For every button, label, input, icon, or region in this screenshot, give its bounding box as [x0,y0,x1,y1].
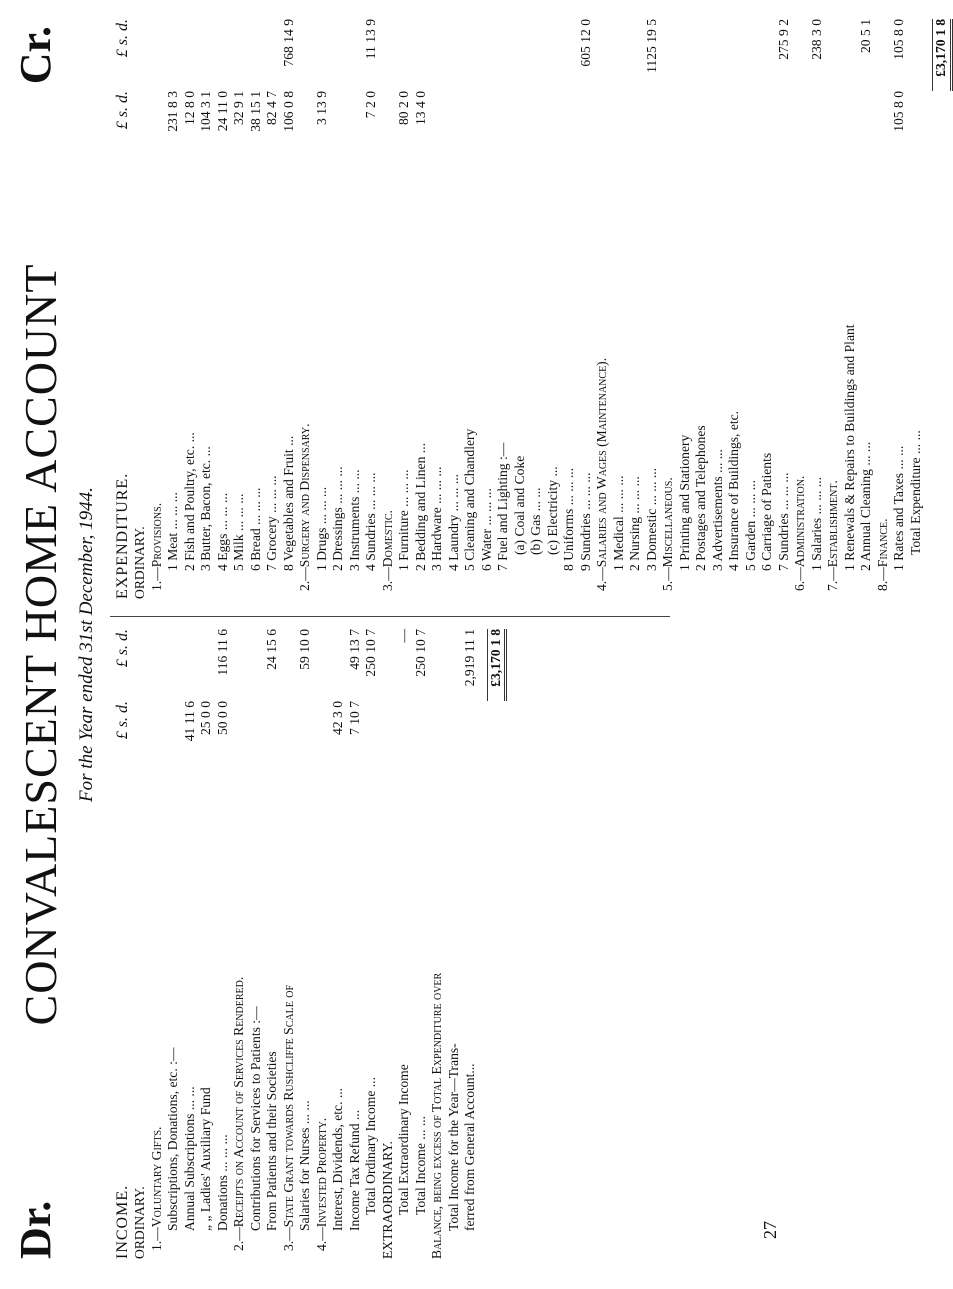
expenditure-row-label: 4 Laundry ... ... ... [445,473,461,571]
income-row-label: 3.—State Grant towards Rushcliffe Scale of [280,984,296,1251]
expenditure-row-label: 1 Printing and Stationery [676,434,692,571]
expenditure-row-amount: 12 8 0 [181,91,197,125]
expenditure-row-label: 1 Renewals & Repairs to Buildings and Plant [841,324,857,571]
expenditure-row [561,19,578,599]
expenditure-row-label: 8 Uniforms ... ... ... [561,467,576,571]
expenditure-row-label: 2 Dressings ... ... ... [330,466,345,571]
expenditure-row-label: 1 Meat ... ... ... [165,492,180,571]
expenditure-row [149,19,166,599]
expenditure-row-label: 6 Bread ... ... ... [247,487,263,571]
income-money-head-1: £ s. d. [114,701,131,740]
expenditure-row [182,19,199,599]
expenditure-row-label: 2 Annual Cleaning ... ... [858,441,873,571]
income-row-amount: 7 10 7 [346,701,362,735]
expenditure-row [726,19,743,599]
income-row-label: Donations ... ... ... [214,1134,230,1231]
income-row-label: „ „ Ladies' Auxiliary Fund [198,1087,213,1231]
expenditure-row [528,19,545,599]
income-row [462,629,479,1259]
income-grand-total: £3,170 1 8 [487,629,508,701]
income-row-label: Total Ordinary Income ... [363,1077,378,1215]
expenditure-row-label: 9 Sundries ... ... ... [577,472,593,571]
expenditure-row-label: Total Expenditure ... ... [907,430,923,555]
expenditure-row [891,19,908,599]
expenditure-row-amount: 105 8 0 [891,91,906,132]
income-row [380,629,397,1259]
expenditure-row-label: 7.—Establishment. [825,480,840,591]
expenditure-row [792,19,809,599]
expenditure-row-label: 5.—Miscellaneous. [660,477,675,591]
expenditure-row [297,19,314,599]
expenditure-money-head-2: £ s. d. [114,19,131,58]
income-row-label: Total Income ... ... [412,1115,428,1215]
page-number: 27 [760,1221,780,1239]
expenditure-row-amount: 24 11 0 [214,91,230,132]
income-row-amount: 41 11 6 [181,701,197,742]
expenditure-row-label: 6.—Administration. [792,475,807,591]
expenditure-row-label: 2 Postages and Telephones [693,425,708,571]
expenditure-row-label: 7 Sundries ... ... ... [775,472,791,571]
expenditure-row [198,19,215,599]
income-row-label: Salaries for Nurses ... ... [297,1100,312,1231]
column-divider [110,616,670,617]
expenditure-row [858,19,875,599]
expenditure-row [743,19,760,599]
income-column [110,629,507,1259]
expenditure-row [776,19,793,599]
expenditure-row-label: 2.—Surgery and Dispensary. [297,423,312,591]
income-row-label: EXTRAORDINARY. [379,1141,395,1259]
expenditure-row-label: 3 Hardware ... ... ... [429,466,444,571]
income-row-label: 4.—Invested Property. [313,1117,329,1251]
income-row [297,629,314,1259]
income-row [314,629,331,1259]
expenditure-row-label: 7 Grocery ... ... ... [264,475,279,571]
expenditure-row [281,19,298,599]
expenditure-row-label: 5 Milk ... ... ... [231,493,246,571]
income-heading: INCOME. [114,1184,131,1259]
expenditure-row [825,19,842,599]
expenditure-row [578,19,595,599]
income-row [264,629,281,1259]
expenditure-row [495,19,512,599]
expenditure-row [611,19,628,599]
income-row [198,629,215,1259]
income-row [396,629,413,1259]
income-row-label: Subscriptions, Donations, etc. :— [165,1047,180,1231]
expenditure-row [627,19,644,599]
income-rows [132,629,479,1259]
expenditure-money-head-1: £ s. d. [114,91,131,130]
expenditure-row [594,19,611,599]
expenditure-row [660,19,677,599]
income-row-subtotal: 250 10 7 [412,629,428,677]
expenditure-row [347,19,364,599]
expenditure-row-label: 4.—Salaries and Wages (Maintenance). [594,357,609,591]
expenditure-row-amount: 80 2 0 [396,91,411,125]
account-title: CONVALESCENT HOME ACCOUNT [15,263,66,1026]
expenditure-row-label: (a) Coal and Coke [511,455,527,555]
expenditure-row [429,19,446,599]
expenditure-row-label: 4 Insurance of Buildings, etc. [726,410,741,571]
expenditure-row-amount: 32 9 1 [231,91,246,125]
expenditure-row-label: 5 Cleaning and Chandlery [462,428,477,571]
expenditure-row-label: 4 Sundries ... ... ... [363,472,378,571]
expenditure-grand-total: £3,170 1 8 [932,19,953,91]
expenditure-row [479,19,496,599]
expenditure-row-label: 3.—Domestic. [379,510,395,591]
expenditure-row-subtotal: 1125 19 5 [643,19,659,73]
expenditure-row-label: 2 Nursing ... ... ... [627,476,642,571]
income-row-label: Contributions for Services to Patients :— [247,1006,263,1231]
income-row [165,629,182,1259]
expenditure-row-label: (c) Electricity ... [544,466,560,555]
income-money-head-2: £ s. d. [114,629,131,668]
income-row [182,629,199,1259]
expenditure-row [759,19,776,599]
income-row-label: Interest, Dividends, etc. ... [330,1087,345,1231]
expenditure-row-amount: 3 13 9 [313,91,329,125]
expenditure-row [462,19,479,599]
income-row-label: Annual Subscriptions ... ... [181,1086,197,1231]
expenditure-row-label: 1 Rates and Taxes ... ... [891,445,906,571]
expenditure-header [110,19,132,599]
expenditure-row-amount: 7 2 0 [363,91,378,119]
expenditure-row-amount: 104 3 1 [198,91,213,132]
income-row-amount: 50 0 0 [214,701,230,735]
expenditure-row-label: 3 Domestic ... ... ... [643,467,659,571]
income-row-label: From Patients and their Societies [264,1051,279,1231]
expenditure-row [809,19,826,599]
income-header [110,629,132,1259]
expenditure-row [215,19,232,599]
expenditure-row-label: ORDINARY. [132,526,147,599]
income-row-label: ferred from General Account... [462,1063,477,1231]
expenditure-row-label: 7 Fuel and Lighting :— [495,442,510,571]
income-row [446,629,463,1259]
expenditure-row [396,19,413,599]
expenditure-row-label: 1 Salaries ... ... ... [808,476,824,571]
expenditure-row [314,19,331,599]
expenditure-column [110,19,953,599]
expenditure-row-label: 4 Eggs ... ... ... [214,492,230,571]
income-row-label: Balance, being excess of Total Expenditure over [429,972,444,1259]
income-row-label: 2.—Receipts on Account of Services Rendered. [231,976,246,1251]
income-row [231,629,248,1259]
expenditure-row [842,19,859,599]
expenditure-row [231,19,248,599]
expenditure-rows [132,19,924,599]
debit-marker: Dr. [11,1200,60,1259]
expenditure-row-subtotal: 605 12 0 [577,19,593,67]
expenditure-row [165,19,182,599]
income-row-subtotal: 24 15 6 [264,629,279,670]
income-row [363,629,380,1259]
income-row-subtotal: 59 10 0 [297,629,312,670]
expenditure-row-label: 1 Drugs ... ... ... [313,486,329,571]
income-total-row [487,629,508,1259]
income-row-label: Total Extraordinary Income [396,1064,411,1215]
expenditure-row-amount: 106 0 8 [280,91,296,132]
expenditure-row [363,19,380,599]
income-row [149,629,166,1259]
expenditure-row-label: 1 Medical ... ... ... [610,475,626,571]
expenditure-row-label: 6 Water ... ... ... [478,488,494,571]
expenditure-row [875,19,892,599]
expenditure-row [710,19,727,599]
credit-marker: Cr. [11,26,60,85]
expenditure-row [264,19,281,599]
income-row-amount: 25 0 0 [198,701,213,735]
expenditure-row-subtotal: 11 13 9 [363,19,378,60]
expenditure-row-label: 1.—Provisions. [148,502,164,591]
income-row-subtotal: 49 13 7 [346,629,362,670]
expenditure-row [446,19,463,599]
expenditure-row [132,19,149,599]
expenditure-row [693,19,710,599]
income-row-label: 1.—Voluntary Gifts. [148,1126,164,1251]
expenditure-row-label: 1 Furniture ... ... ... [396,469,411,571]
income-row [215,629,232,1259]
expenditure-row [330,19,347,599]
income-row [330,629,347,1259]
expenditure-row-label: 2 Fish and Poultry, etc. ... [181,432,197,571]
expenditure-total-row [932,19,953,599]
expenditure-row [413,19,430,599]
income-row-label: ORDINARY. [132,1186,147,1259]
income-row-subtotal: 250 10 7 [363,629,378,677]
expenditure-row-label: 3 Butter, Bacon, etc. ... [198,446,213,571]
expenditure-row-amount: 231 8 3 [165,91,180,132]
income-row [429,629,446,1259]
expenditure-row [644,19,661,599]
expenditure-row-amount: 82 4 7 [264,91,279,125]
expenditure-row-label: 3 Instruments ... ... [346,469,362,571]
account-subtitle: For the Year ended 31st December, 1944. [76,487,97,802]
expenditure-row-subtotal: 768 14 9 [280,19,296,67]
expenditure-row [512,19,529,599]
income-row-amount: 42 3 0 [330,701,345,735]
expenditure-row [545,19,562,599]
expenditure-row [380,19,397,599]
income-row [281,629,298,1259]
expenditure-row-subtotal: 238 3 0 [808,19,824,60]
expenditure-row [677,19,694,599]
expenditure-row-label: 3 Advertisements ... ... [709,449,725,571]
income-row [132,629,149,1259]
income-row [347,629,364,1259]
expenditure-row [248,19,265,599]
expenditure-row-amount: 38 15 1 [247,91,263,132]
income-row-subtotal: 2,919 11 1 [462,629,477,687]
expenditure-row-label: 6 Carriage of Patients [759,452,774,571]
expenditure-row-label: 8.—Finance. [874,518,890,591]
expenditure-row-label: 8 Vegetables and Fruit ... [280,435,296,571]
income-row-subtotal: 116 11 6 [214,629,230,676]
income-row-subtotal: — [396,629,411,643]
income-row-label: Income Tax Refund ... [346,1109,362,1231]
expenditure-row-subtotal: 275 9 2 [775,19,791,60]
expenditure-row [908,19,925,599]
expenditure-row-subtotal: 105 8 0 [891,19,906,60]
expenditure-row-amount: 13 4 0 [412,91,428,125]
income-row [248,629,265,1259]
expenditure-row-label: 5 Garden ... ... ... [742,480,758,571]
expenditure-row-label: (b) Gas ... ... [528,487,543,555]
income-row [413,629,430,1259]
expenditure-row-label: 2 Bedding and Linen ... [412,443,428,571]
expenditure-row-subtotal: 20 5 1 [858,19,873,53]
expenditure-heading: EXPENDITURE. [114,472,131,599]
income-row-label: Total Income for the Year—Trans- [445,1043,461,1231]
